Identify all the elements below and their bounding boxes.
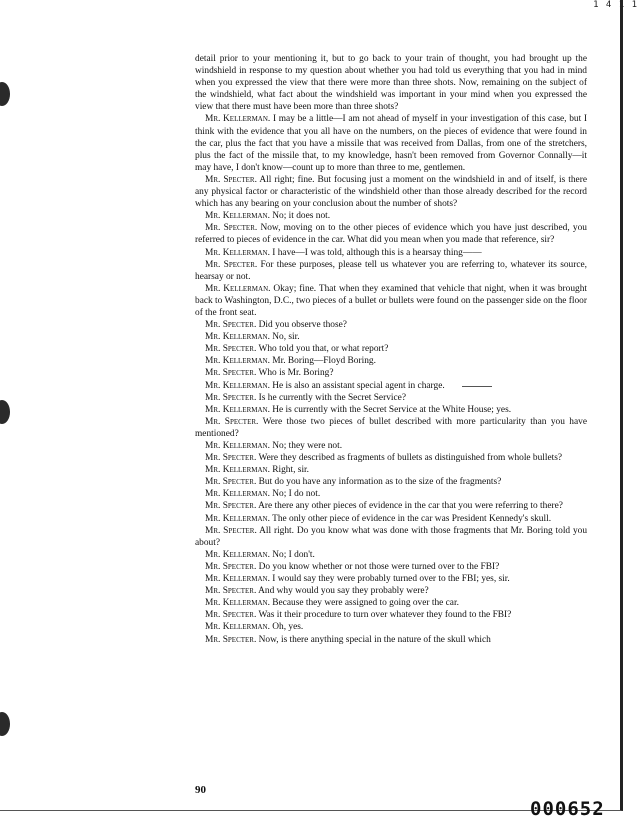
paragraph-text: No, sir. [272, 332, 300, 343]
paragraph-text: No; they were not. [272, 441, 343, 451]
speaker-name: Mr. Specter. [205, 320, 257, 331]
speaker-name: Mr. Kellerman. [205, 513, 270, 524]
paragraph-text: No; I do not. [272, 489, 321, 500]
transcript-paragraph [195, 319, 587, 331]
speaker-name: Mr. Kellerman. [205, 283, 271, 294]
speaker-name: Mr. Specter. [205, 610, 257, 621]
transcript-paragraph [195, 331, 587, 343]
transcript-paragraph [195, 247, 587, 259]
transcript-paragraph [195, 621, 587, 633]
speaker-name: Mr. Kellerman. [205, 211, 270, 222]
speaker-name: Mr. Specter. [205, 368, 257, 379]
paragraph-text: Right, sir. [272, 465, 309, 476]
paragraph-text: Were they described as fragments of bullets as distinguished from whole bullets? [258, 453, 563, 464]
document-number: 000652 [530, 798, 605, 820]
speaker-name: Mr. Kellerman. [205, 441, 270, 451]
speaker-name: Mr. Kellerman. [205, 489, 270, 500]
transcript-paragraph [195, 416, 587, 440]
speaker-name: Mr. Specter. [205, 174, 257, 185]
paragraph-text: Oh, yes. [272, 622, 304, 633]
paragraph-text: Are there any other pieces of evidence in the car that you were referring to there? [258, 501, 563, 512]
transcript-paragraph [195, 380, 587, 392]
paragraph-text: I may be a little—I am not ahead of myself in your investigation of this case, but I think with the evidence that you all have on the numbers, on the pieces of evidence that were found in the car, plus the fact that you have a missile that was received from Dallas, from one of the stretchers, plus the fact of the missile that, to my knowledge, hasn't been removed from Governor Connally—it may have, I don't know—count up to more than three to me, gentlemen. [195, 114, 587, 173]
paragraph-text: I have—I was told, although this is a hearsay thing—— [272, 247, 482, 258]
speaker-name: Mr. Kellerman. [205, 332, 270, 343]
transcript-paragraph [195, 634, 587, 646]
transcript-paragraph [195, 500, 587, 512]
speaker-name: Mr. Kellerman. [205, 622, 270, 633]
paragraph-text: Who is Mr. Boring? [258, 368, 334, 379]
paragraph-text: Now, moving on to the other pieces of evidence which you have just described, you referred to pieces of evidence in the car. What did you mean when you made that reference, sir? [195, 223, 587, 246]
paragraph-text: Mr. Boring—Floyd Boring. [272, 356, 376, 367]
paragraph-text: He is also an assistant special agent in charge. [272, 380, 445, 391]
transcript-paragraph [195, 513, 587, 525]
transcript-paragraph [195, 440, 587, 452]
paragraph-text: Was it their procedure to turn over whatever they found to the FBI? [258, 610, 512, 621]
transcript-paragraph [195, 609, 587, 621]
speaker-name: Mr. Specter. [205, 416, 259, 427]
paragraph-text: Okay; fine. That when they examined that vehicle that night, when it was brought back to Washington, D.C., two pieces of a bullet or bullets were found on the passenger side on the floor of the front seat. [195, 283, 588, 318]
paragraph-text: He is currently with the Secret Service at the White House; yes. [272, 404, 512, 415]
transcript-paragraph [195, 355, 587, 367]
speaker-name: Mr. Specter. [205, 477, 257, 488]
transcript-paragraph [195, 549, 587, 561]
paragraph-text: Is he currently with the Secret Service? [258, 392, 406, 403]
transcript-paragraph [195, 585, 587, 597]
transcript-paragraph [195, 174, 587, 210]
transcript-paragraph [195, 464, 587, 476]
speaker-name: Mr. Specter. [205, 634, 257, 645]
transcript-paragraph [195, 113, 587, 173]
speaker-name: Mr. Kellerman. [205, 404, 270, 415]
speaker-name: Mr. Kellerman. [205, 465, 270, 476]
paragraph-text: But do you have any information as to the size of the fragments? [258, 477, 502, 488]
speaker-name: Mr. Kellerman. [205, 380, 270, 391]
transcript-paragraph [195, 561, 587, 573]
corner-mark: 1 4 1 1 [593, 0, 638, 10]
transcript-paragraph [195, 392, 587, 404]
paragraph-text: I would say they were probably turned over to the FBI; yes, sir. [272, 574, 510, 585]
paragraph-text: Do you know whether or not those were turned over to the FBI? [258, 561, 500, 572]
speaker-name: Mr. Specter. [205, 525, 257, 536]
page-number: 90 [195, 784, 206, 796]
speaker-name: Mr. Specter. [205, 392, 257, 403]
transcript-paragraph [195, 404, 587, 416]
paragraph-text: All right; fine. But focusing just a moment on the windshield in and of itself, is there any physical factor or characteristic of the windshield other than those already described for the record which has any bearing on your conclusion about the number of shots? [195, 174, 587, 210]
speaker-name: Mr. Specter. [205, 501, 257, 512]
transcript-text [195, 53, 587, 646]
transcript-paragraph [195, 573, 587, 585]
transcript-paragraph [195, 367, 587, 379]
paragraph-text: Because they were assigned to going over the car. [272, 598, 459, 609]
transcript-paragraph [195, 283, 587, 319]
transcript-paragraph [195, 210, 587, 222]
paragraph-text: No; it does not. [272, 211, 331, 222]
speaker-name: Mr. Specter. [205, 223, 258, 234]
speaker-name: Mr. Specter. [205, 453, 257, 464]
transcript-paragraph [195, 53, 587, 113]
paragraph-text: Now, is there anything special in the nature of the skull which [258, 634, 491, 645]
paragraph-text: Were those two pieces of bullet described with more particularity than you have mentioned? [195, 416, 587, 439]
paragraph-text: And why would you say they probably were? [258, 586, 429, 597]
transcript-paragraph [195, 488, 587, 500]
speaker-name: Mr. Specter. [205, 586, 257, 597]
transcript-paragraph [195, 597, 587, 609]
speaker-name: Mr. Kellerman. [205, 356, 270, 367]
paragraph-text: For these purposes, please tell us whatever you are referring to, whatever its source, hearsay or not. [195, 259, 588, 282]
paragraph-text: No; I don't. [272, 549, 315, 560]
transcript-paragraph [195, 259, 587, 283]
transcript-paragraph [195, 525, 587, 549]
transcript-paragraph [195, 452, 587, 464]
speaker-name: Mr. Specter. [205, 561, 257, 572]
transcript-paragraph [195, 343, 587, 355]
transcript-paragraph [195, 476, 587, 488]
speaker-name: Mr. Specter. [205, 259, 258, 270]
speaker-name: Mr. Kellerman. [205, 114, 271, 125]
speaker-name: Mr. Kellerman. [205, 549, 270, 560]
paragraph-text: Did you observe those? [258, 320, 347, 331]
paragraph-text: Who told you that, or what report? [258, 344, 389, 355]
speaker-name: Mr. Kellerman. [205, 574, 270, 585]
speaker-name: Mr. Specter. [205, 344, 257, 355]
paragraph-text: detail prior to your mentioning it, but to go back to your train of thought, you had brought up the windshield in response to my question about whether you had told us everything that you had in mind when you expressed the view that there were more than three shots. Now, remaining on the subject of the windshield, what fact about the windshield was important in your mind when you expressed the view that there must have been more than three shots? [195, 54, 587, 113]
speaker-name: Mr. Kellerman. [205, 598, 270, 609]
transcript-paragraph [195, 222, 587, 246]
paragraph-text: The only other piece of evidence in the car was President Kennedy's skull. [272, 513, 552, 524]
paragraph-text: All right. Do you know what was done with those fragments that Mr. Boring told you about? [195, 525, 588, 548]
speaker-name: Mr. Kellerman. [205, 247, 270, 258]
